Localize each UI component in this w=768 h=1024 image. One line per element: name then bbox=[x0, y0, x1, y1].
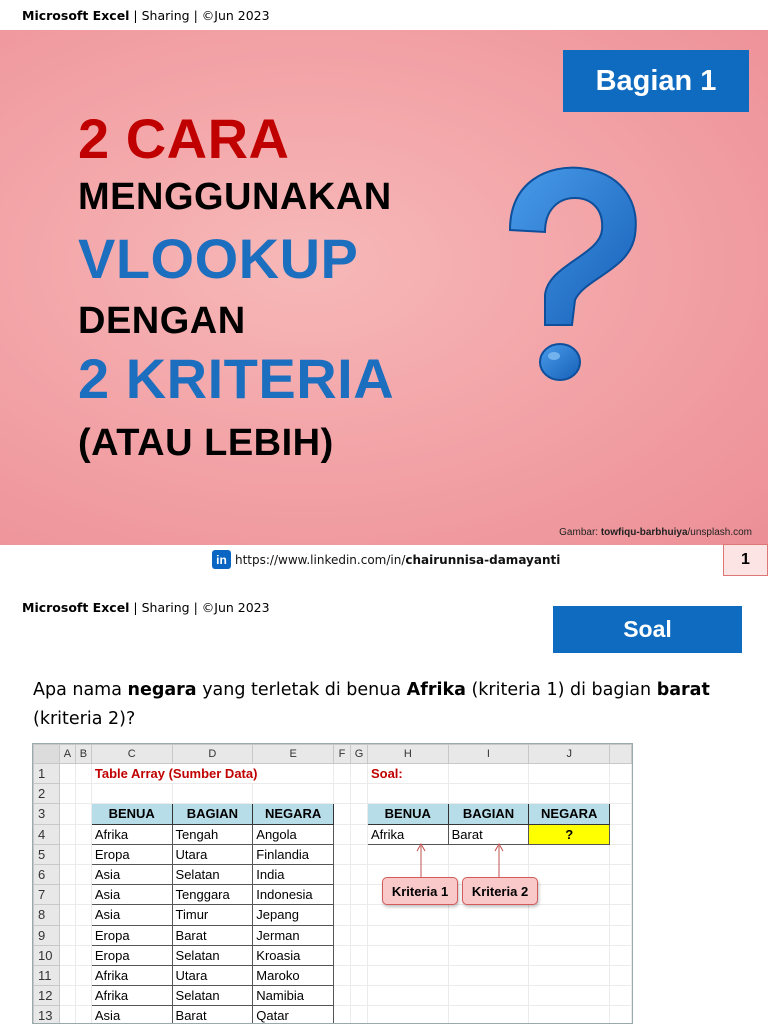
sheet-row bbox=[34, 784, 632, 804]
title-line-1: 2 CARA bbox=[78, 107, 290, 170]
row-header[interactable]: 2 bbox=[34, 784, 60, 804]
linkedin-url[interactable] bbox=[235, 553, 560, 567]
query-header-cell[interactable]: NEGARA bbox=[529, 804, 610, 824]
header-brand: Microsoft Excel bbox=[22, 8, 130, 23]
table-cell[interactable]: Kroasia bbox=[253, 945, 334, 965]
sheet-row bbox=[34, 965, 632, 985]
table-cell[interactable]: Maroko bbox=[253, 965, 334, 985]
linkedin-link[interactable] bbox=[212, 550, 560, 569]
table-cell[interactable]: Eropa bbox=[91, 925, 172, 945]
row-header[interactable]: 7 bbox=[34, 885, 60, 905]
row-header[interactable]: 6 bbox=[34, 864, 60, 884]
q-bold-1: negara bbox=[127, 680, 197, 700]
credit-suffix: /unsplash.com bbox=[687, 527, 752, 538]
title-line-2: MENGGUNAKAN bbox=[78, 176, 392, 218]
col-header[interactable]: B bbox=[75, 745, 91, 764]
col-header-extra bbox=[610, 745, 632, 764]
section-badge: Bagian 1 bbox=[563, 50, 749, 112]
col-header[interactable]: A bbox=[59, 745, 75, 764]
col-header[interactable]: I bbox=[448, 745, 529, 764]
query-header-cell[interactable]: BAGIAN bbox=[448, 804, 529, 824]
page-number: 1 bbox=[723, 544, 768, 576]
q-part-1: Apa nama bbox=[33, 680, 128, 700]
table-cell[interactable]: Timur bbox=[172, 905, 253, 925]
table-cell[interactable]: Jerman bbox=[253, 925, 334, 945]
sheet-row bbox=[34, 764, 632, 784]
table-cell[interactable]: Selatan bbox=[172, 864, 253, 884]
sheet-row bbox=[34, 905, 632, 925]
table-array-title: Table Array (Sumber Data) bbox=[91, 764, 333, 784]
row-header[interactable]: 5 bbox=[34, 844, 60, 864]
kriteria-1-label: Kriteria 1 bbox=[382, 877, 458, 905]
table-cell[interactable]: Finlandia bbox=[253, 844, 334, 864]
title-line-3: VLOOKUP bbox=[78, 227, 359, 290]
image-credit bbox=[559, 527, 752, 538]
table-cell[interactable]: India bbox=[253, 864, 334, 884]
title-line-6: (ATAU LEBIH) bbox=[78, 422, 334, 464]
soal-badge: Soal bbox=[553, 606, 742, 653]
table-cell[interactable]: Barat bbox=[172, 925, 253, 945]
table-cell[interactable]: Tengah bbox=[172, 824, 253, 844]
header-text bbox=[22, 8, 270, 23]
table-cell[interactable]: Namibia bbox=[253, 986, 334, 1006]
col-header[interactable]: E bbox=[253, 745, 334, 764]
table-cell[interactable]: Utara bbox=[172, 844, 253, 864]
query-cell-bagian[interactable]: Barat bbox=[448, 824, 529, 844]
sheet-row bbox=[34, 925, 632, 945]
sheet-row bbox=[34, 1006, 632, 1024]
row-header[interactable]: 13 bbox=[34, 1006, 60, 1024]
query-cell-benua[interactable]: Afrika bbox=[367, 824, 448, 844]
col-header[interactable]: D bbox=[172, 745, 253, 764]
row-header[interactable]: 10 bbox=[34, 945, 60, 965]
col-header[interactable]: G bbox=[351, 745, 368, 764]
row-header[interactable]: 4 bbox=[34, 824, 60, 844]
column-header-row bbox=[34, 745, 632, 764]
header-brand-2: Microsoft Excel bbox=[22, 600, 130, 615]
table-header-cell[interactable]: BENUA bbox=[91, 804, 172, 824]
sheet-row bbox=[34, 804, 632, 824]
table-cell[interactable]: Asia bbox=[91, 864, 172, 884]
table-cell[interactable]: Asia bbox=[91, 885, 172, 905]
col-header[interactable]: C bbox=[91, 745, 172, 764]
table-cell[interactable]: Selatan bbox=[172, 945, 253, 965]
title-line-4: DENGAN bbox=[78, 300, 246, 342]
table-cell[interactable]: Afrika bbox=[91, 824, 172, 844]
col-header[interactable]: J bbox=[529, 745, 610, 764]
url-prefix: https://www.linkedin.com/in/ bbox=[235, 552, 406, 567]
table-cell[interactable]: Barat bbox=[172, 1006, 253, 1024]
soal-title: Soal: bbox=[367, 764, 448, 784]
sheet-row bbox=[34, 945, 632, 965]
select-all-corner[interactable] bbox=[34, 745, 60, 764]
table-cell[interactable]: Eropa bbox=[91, 945, 172, 965]
table-cell[interactable]: Afrika bbox=[91, 986, 172, 1006]
row-header[interactable]: 8 bbox=[34, 905, 60, 925]
table-cell[interactable]: Qatar bbox=[253, 1006, 334, 1024]
sheet-row bbox=[34, 844, 632, 864]
sheet-row bbox=[34, 824, 632, 844]
table-cell[interactable]: Angola bbox=[253, 824, 334, 844]
table-header-cell[interactable]: NEGARA bbox=[253, 804, 334, 824]
q-part-4: (kriteria 2)? bbox=[33, 709, 136, 729]
url-name: chairunnisa-damayanti bbox=[405, 552, 561, 567]
row-header[interactable]: 1 bbox=[34, 764, 60, 784]
q-part-3: (kriteria 1) di bagian bbox=[465, 680, 657, 700]
title-banner bbox=[0, 30, 768, 545]
row-header[interactable]: 12 bbox=[34, 986, 60, 1006]
credit-author: towfiqu-barbhuiya bbox=[600, 527, 688, 538]
row-header[interactable]: 3 bbox=[34, 804, 60, 824]
title-line-5: 2 KRITERIA bbox=[78, 347, 395, 410]
sheet-row bbox=[34, 885, 632, 905]
question-text bbox=[33, 676, 748, 734]
sheet-grid bbox=[33, 744, 632, 1024]
q-part-2: yang terletak di benua bbox=[196, 680, 407, 700]
row-header[interactable]: 9 bbox=[34, 925, 60, 945]
header-meta: | Sharing | ©Jun 2023 bbox=[129, 8, 270, 23]
table-cell[interactable]: Tenggara bbox=[172, 885, 253, 905]
table-header-cell[interactable]: BAGIAN bbox=[172, 804, 253, 824]
spreadsheet bbox=[32, 743, 633, 1024]
col-header[interactable]: F bbox=[334, 745, 351, 764]
kriteria-arrows bbox=[413, 840, 533, 880]
query-header-cell[interactable]: BENUA bbox=[367, 804, 448, 824]
credit-prefix: Gambar: bbox=[559, 527, 601, 538]
table-cell[interactable]: Selatan bbox=[172, 986, 253, 1006]
kriteria-2-label: Kriteria 2 bbox=[462, 877, 538, 905]
table-cell[interactable]: Afrika bbox=[91, 965, 172, 985]
table-cell[interactable]: Indonesia bbox=[253, 885, 334, 905]
table-cell[interactable]: Asia bbox=[91, 905, 172, 925]
header-text-2 bbox=[22, 600, 270, 615]
header-meta-2: | Sharing | ©Jun 2023 bbox=[129, 600, 270, 615]
table-cell[interactable]: Jepang bbox=[253, 905, 334, 925]
table-cell[interactable]: Utara bbox=[172, 965, 253, 985]
col-header[interactable]: H bbox=[367, 745, 448, 764]
row-header[interactable]: 11 bbox=[34, 965, 60, 985]
query-cell-negara[interactable]: ? bbox=[529, 824, 610, 844]
sheet-row bbox=[34, 986, 632, 1006]
sheet-row bbox=[34, 864, 632, 884]
linkedin-icon: in bbox=[212, 550, 231, 569]
table-cell[interactable]: Eropa bbox=[91, 844, 172, 864]
question-mark-icon bbox=[490, 160, 650, 390]
q-bold-3: barat bbox=[656, 680, 710, 700]
table-cell[interactable]: Asia bbox=[91, 1006, 172, 1024]
q-bold-2: Afrika bbox=[406, 680, 466, 700]
